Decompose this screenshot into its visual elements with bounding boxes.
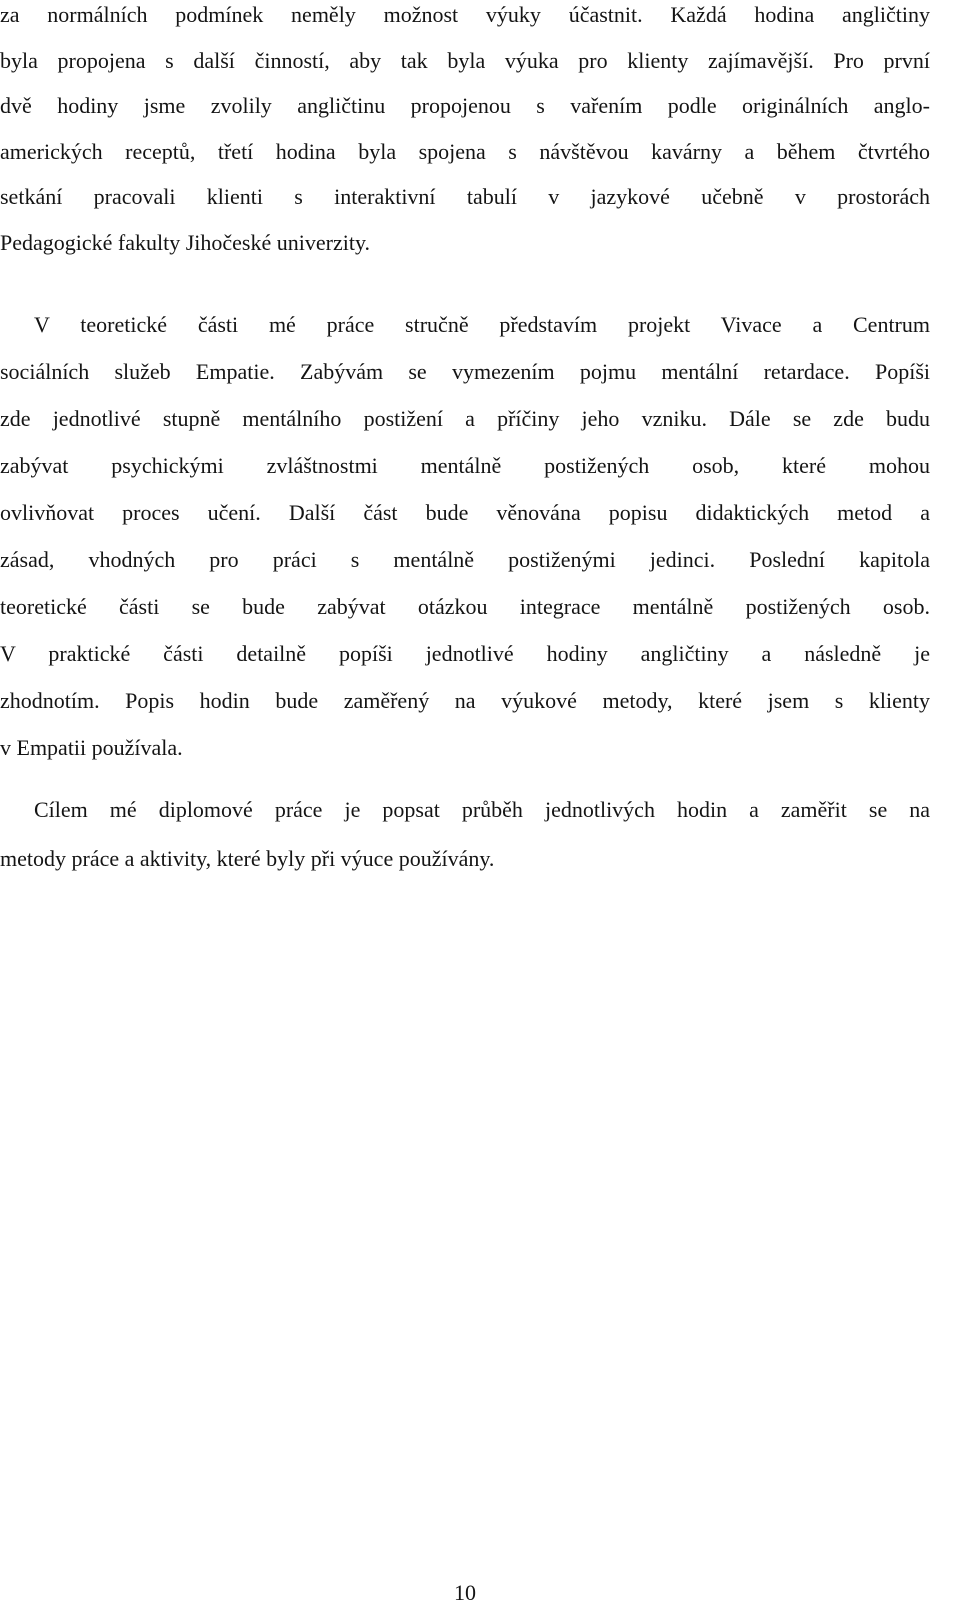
text-line: za normálních podmínek neměly možnost výuky účastnit. Každá hodina angličtiny [0,2,930,27]
text-line: V praktické části detailně popíši jednotlivé hodiny angličtiny a následně je [0,641,930,666]
text-line: zhodnotím. Popis hodin bude zaměřený na výukové metody, které jsem s klienty [0,688,930,713]
paragraph-1 [0,0,930,265]
text-line: sociálních služeb Empatie. Zabývám se vymezením pojmu mentální retardace. Popíši [0,359,930,384]
text-line: metody práce a aktivity, které byly při výuce používány. [0,846,495,871]
text-line: v Empatii používala. [0,735,183,760]
paragraph-2 [0,301,930,771]
text-line: byla propojena s další činností, aby tak byla výuka pro klienty zajímavější. Pro první [0,47,930,73]
text-line: V teoretické části mé práce stručně představím projekt Vivace a Centrum [34,312,930,337]
text-line: Pedagogické fakulty Jihočeské univerzity. [0,229,371,255]
text-line: teoretické části se bude zabývat otázkou integrace mentálně postižených osob. [0,594,930,619]
text-line: amerických receptů, třetí hodina byla spojena s návštěvou kavárny a během čtvrtého [0,138,930,164]
text-line: Cílem mé diplomové práce je popsat průběh jednotlivých hodin a zaměřit se na [34,797,930,822]
paragraph-3 [0,785,930,883]
text-line: ovlivňovat proces učení. Další část bude věnována popisu didaktických metod a [0,500,930,525]
text-line: dvě hodiny jsme zvolily angličtinu propojenou s vařením podle originálních anglo- [0,93,930,118]
text-line: setkání pracovali klienti s interaktivní tabulí v jazykové učebně v prostorách [0,184,930,209]
text-line: zabývat psychickými zvláštnostmi mentálně postižených osob, které mohou [0,453,930,478]
text-line: zásad, vhodných pro práci s mentálně postiženými jedinci. Poslední kapitola [0,547,930,572]
text-line: zde jednotlivé stupně mentálního postižení a příčiny jeho vzniku. Dále se zde budu [0,406,930,431]
page-number: 10 [454,1580,476,1605]
